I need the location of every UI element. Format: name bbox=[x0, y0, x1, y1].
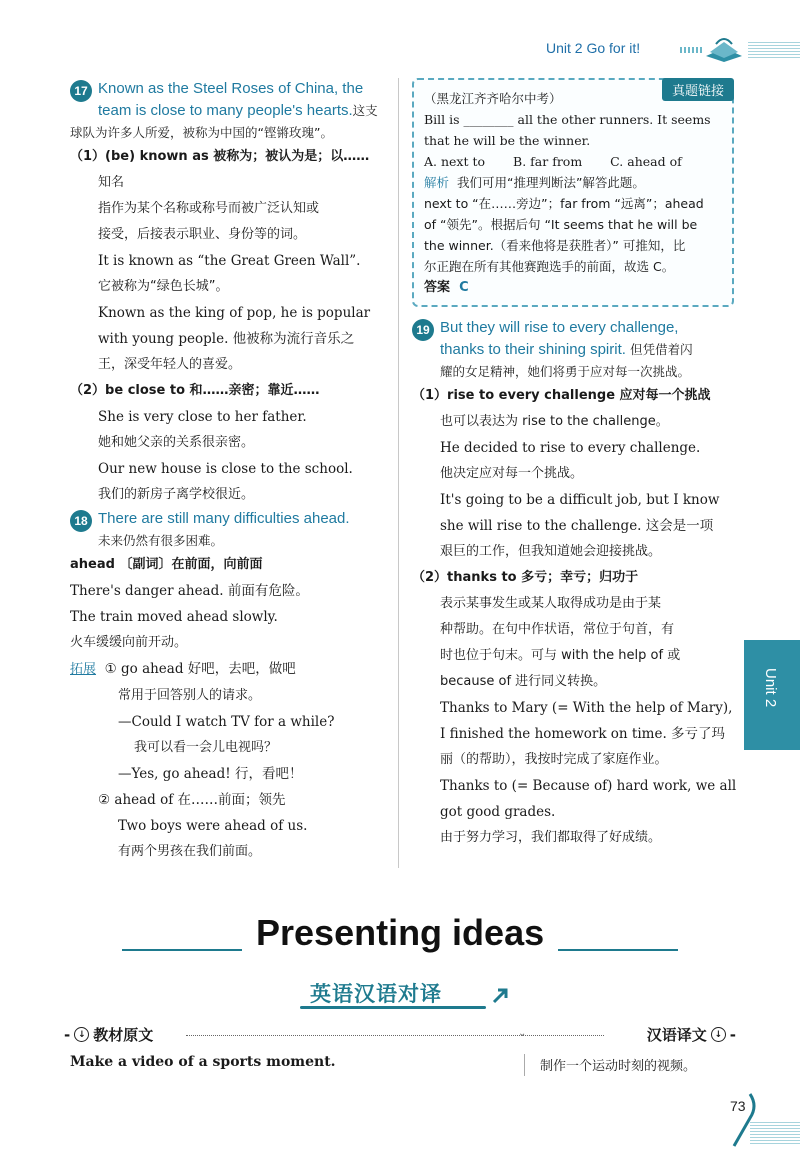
original-label-text: 教材原文 bbox=[93, 1026, 154, 1044]
analysis-label: 解析 bbox=[424, 175, 450, 190]
example-cn: 由于努力学习，我们都取得了好成绩。 bbox=[440, 830, 662, 845]
phrase-rise-to bbox=[412, 383, 734, 565]
original-text: Make a video of a sports moment. bbox=[70, 1054, 336, 1070]
left-column bbox=[70, 78, 392, 865]
example-cn: 我们的新房子离学校很近。 bbox=[98, 487, 255, 502]
phrase-close-to bbox=[70, 378, 392, 508]
example-en: Our new house is close to the school. bbox=[98, 461, 353, 477]
dotted-leader bbox=[186, 1035, 604, 1036]
unit-side-tab bbox=[744, 640, 800, 750]
extend-text: ① go ahead 好吧，去吧，做吧 bbox=[104, 661, 296, 677]
example-cn: 火车缓缓向前开动。 bbox=[70, 635, 188, 650]
dash-mark: - bbox=[729, 1025, 736, 1044]
text-line: 接受，后接表示职业、身份等的词。 bbox=[98, 227, 307, 242]
sentence-en: Known as the Steel Roses of China, the bbox=[98, 80, 364, 97]
dash-mark: - bbox=[64, 1025, 71, 1044]
phrase-head: （2）be close to 和……亲密；靠近…… bbox=[70, 383, 320, 398]
sentence-en-part: thanks to their shining spirit. bbox=[440, 341, 626, 358]
original-label bbox=[64, 1024, 153, 1045]
sentence-cn: 未来仍然有很多困难。 bbox=[98, 533, 224, 548]
analysis-text: 尔正跑在所有其他赛跑选手的前面，故选 C。 bbox=[424, 259, 675, 274]
analysis-line bbox=[424, 172, 722, 193]
exam-option: A. next to bbox=[424, 154, 486, 169]
sentence-number: 19 bbox=[412, 319, 434, 341]
sentence-number: 17 bbox=[70, 80, 92, 102]
example-cn: 我可以看一会儿电视吗？ bbox=[134, 740, 278, 755]
translation-text: 制作一个运动时刻的视频。 bbox=[540, 1059, 697, 1074]
example-en: she will rise to the challenge. 这会是一项 bbox=[440, 518, 714, 534]
sentence-cn: 耀的女足精神，她们将勇于应对每一次挑战。 bbox=[440, 364, 691, 379]
presenting-ideas-heading bbox=[0, 912, 800, 962]
exam-option: B. far from bbox=[513, 154, 583, 169]
banner-title: 英语汉语对译 bbox=[310, 982, 442, 1006]
example-cn: 王，深受年轻人的喜爱。 bbox=[98, 357, 242, 372]
example-en: There's danger ahead. 前面有危险。 bbox=[70, 583, 309, 599]
page-header bbox=[540, 30, 800, 70]
example-en: She is very close to her father. bbox=[98, 409, 307, 425]
example-cn: 它被称为“绿色长城”。 bbox=[98, 279, 229, 294]
text-line: 也可以表达为 rise to the challenge。 bbox=[440, 414, 669, 429]
example-en: It is known as “the Great Green Wall”. bbox=[98, 253, 361, 269]
word-ahead bbox=[70, 552, 392, 656]
text-line: 种帮助。在句中作状语，常位于句首，有 bbox=[440, 622, 675, 637]
translation-banner bbox=[296, 976, 510, 1016]
example-en: Known as the king of pop, he is popular bbox=[98, 305, 371, 321]
translation-divider bbox=[524, 1054, 525, 1076]
sentence-en bbox=[98, 100, 378, 122]
sentence-cn: 球队为许多人所爱，被称为中国的“铿锵玫瑰”。 bbox=[70, 125, 333, 140]
exam-source: （黑龙江齐齐哈尔中考） bbox=[424, 91, 562, 106]
text-line: because of 进行同义转换。 bbox=[440, 674, 607, 689]
header-dots bbox=[680, 47, 702, 53]
example-en: —Yes, go ahead! 行，看吧！ bbox=[118, 766, 303, 782]
sentence-en bbox=[440, 339, 693, 361]
section-labels-row bbox=[64, 1024, 736, 1048]
divider-mark: ⌄ bbox=[518, 1028, 527, 1039]
unit-tab-label: Unit 2 bbox=[762, 668, 779, 708]
sentence-number: 18 bbox=[70, 510, 92, 532]
example-en: with young people. 他被称为流行音乐之 bbox=[98, 331, 355, 347]
analysis-text: of “领先”。根据后句 “It seems that he will be bbox=[424, 217, 698, 232]
header-stripes bbox=[748, 42, 800, 58]
translation-label bbox=[647, 1024, 736, 1045]
heading-rule-right bbox=[558, 949, 678, 951]
example-en: It's going to be a difficult job, but I know bbox=[440, 492, 720, 508]
exam-question: Bill is ________ all the other runners. It seems bbox=[424, 112, 711, 127]
sentence-en: But they will rise to every challenge, bbox=[440, 319, 679, 336]
analysis-text: 我们可用“推理判断法”解答此题。 bbox=[456, 175, 645, 190]
page-number: 73 bbox=[730, 1098, 746, 1114]
text-line: 指作为某个名称或称号而被广泛认知或 bbox=[98, 201, 320, 216]
column-divider bbox=[398, 78, 399, 868]
phrase-thanks-to bbox=[412, 565, 737, 851]
right-column bbox=[412, 78, 737, 851]
analysis-text: the winner.（看来他将是获胜者）” 可推知，比 bbox=[424, 238, 686, 253]
text-line: 常用于回答别人的请求。 bbox=[118, 688, 262, 703]
extend-text: ② ahead of 在……前面；领先 bbox=[98, 792, 286, 808]
down-arrow-icon: ↓ bbox=[74, 1027, 89, 1042]
example-en: I finished the homework on time. 多亏了玛 bbox=[440, 726, 726, 742]
book-icon bbox=[702, 34, 746, 64]
text-line: 表示某事发生或某人取得成功是由于某 bbox=[440, 596, 662, 611]
example-en: Two boys were ahead of us. bbox=[118, 818, 308, 834]
sentence-18 bbox=[70, 508, 392, 552]
footer-stripes bbox=[750, 1120, 800, 1144]
answer-line bbox=[424, 277, 722, 299]
analysis-text: next to “在……旁边”；far from “远离”；ahead bbox=[424, 196, 704, 211]
phrase-head: （1）(be) known as 被称为；被认为是；以…… bbox=[70, 149, 370, 164]
section-title: Presenting ideas bbox=[256, 912, 545, 953]
extend-line bbox=[70, 656, 392, 683]
example-en: Thanks to Mary (= With the help of Mary), bbox=[440, 700, 733, 716]
example-cn: 艰巨的工作，但我知道她会迎接挑战。 bbox=[440, 544, 662, 559]
sentence-cn-part: 但凭借着闪 bbox=[630, 342, 693, 357]
example-cn: 他决定应对每一个挑战。 bbox=[440, 466, 584, 481]
example-cn: 丽（的帮助），我按时完成了家庭作业。 bbox=[440, 752, 668, 767]
example-cn: 有两个男孩在我们前面。 bbox=[118, 844, 262, 859]
translation-label-text: 汉语译文 bbox=[646, 1026, 707, 1044]
example-en: —Could I watch TV for a while? bbox=[118, 714, 335, 730]
exam-badge: 真题链接 bbox=[662, 78, 734, 101]
arrow-up-right-icon bbox=[492, 988, 508, 1004]
word-head: ahead 〔副词〕在前面，向前面 bbox=[70, 557, 263, 572]
extend-block bbox=[70, 656, 392, 865]
phrase-head: （2）thanks to 多亏；幸亏；归功于 bbox=[412, 570, 639, 585]
exam-question: that he will be the winner. bbox=[424, 133, 591, 148]
example-en: He decided to rise to every challenge. bbox=[440, 440, 701, 456]
sentence-17 bbox=[70, 78, 392, 122]
down-arrow-icon: ↓ bbox=[711, 1027, 726, 1042]
sentence-cn-part: 这支 bbox=[352, 103, 378, 118]
sentence-en-part: team is close to many people's hearts. bbox=[98, 102, 353, 119]
banner-underline bbox=[300, 1006, 486, 1009]
sentence-en: There are still many difficulties ahead. bbox=[98, 510, 350, 527]
exam-box bbox=[412, 78, 734, 307]
example-en: got good grades. bbox=[440, 804, 556, 820]
example-cn: 她和她父亲的关系很亲密。 bbox=[98, 435, 255, 450]
text-line: 时也位于句末。可与 with the help of 或 bbox=[440, 648, 681, 663]
phrase-head: （1）rise to every challenge 应对每一个挑战 bbox=[412, 388, 711, 403]
exam-options bbox=[424, 151, 722, 172]
heading-rule-left bbox=[122, 949, 242, 951]
example-en: Thanks to (= Because of) hard work, we all bbox=[440, 778, 737, 794]
answer-label: 答案 bbox=[424, 280, 451, 295]
example-en: The train moved ahead slowly. bbox=[70, 609, 278, 625]
exam-option: C. ahead of bbox=[610, 154, 682, 169]
phrase-known-as bbox=[70, 144, 392, 378]
extend-tag: 拓展 bbox=[70, 662, 97, 677]
answer-value: C bbox=[459, 280, 469, 295]
sentence-19 bbox=[412, 317, 734, 361]
text-line: 知名 bbox=[98, 175, 125, 190]
header-title: Unit 2 Go for it! bbox=[546, 40, 641, 56]
